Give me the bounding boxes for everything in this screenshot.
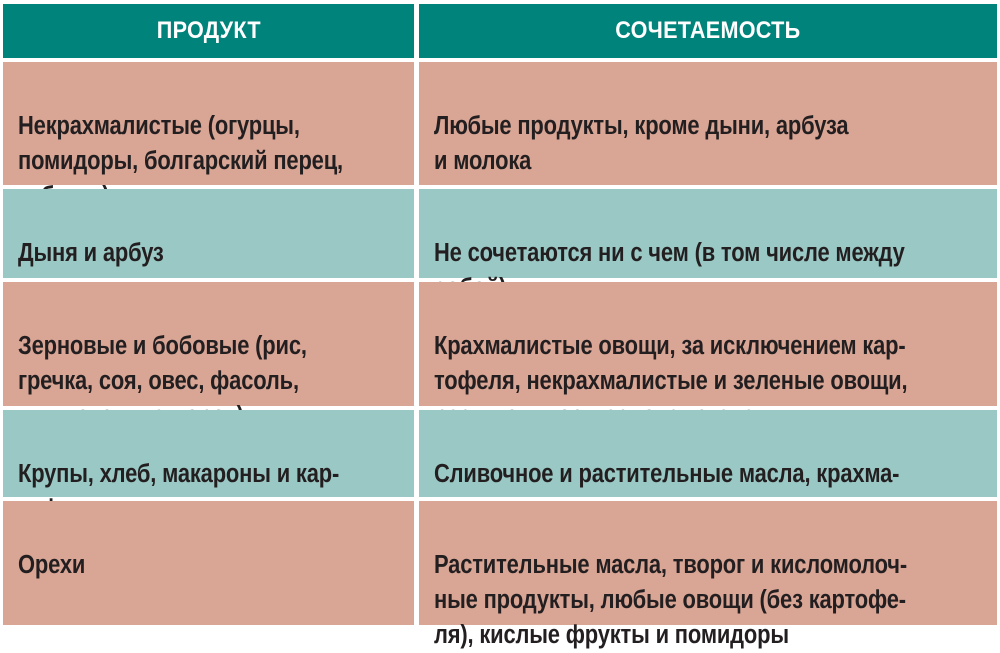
compatibility-text: Крахмалистые овощи, за исключением кар- тофеля, некрахмалистые и зеленые овощи, [434,332,908,395]
table-row-product-cell [3,410,414,497]
table-row-product-cell [3,282,414,406]
header-product [3,4,414,58]
header-compatibility [419,4,997,58]
product-text: Дыня и арбуз [18,239,164,267]
table-row-compatibility-cell [419,189,997,278]
compatibility-text: Сливочное и растительные масла, крахма- [434,460,900,488]
compatibility-text: Любые продукты, кроме дыни, арбуза и молока [434,112,849,175]
product-text: Зерновые и бобовые (рис, гречка, соя, овес, фасоль, [18,332,307,395]
product-text: Крупы, хлеб, макароны и кар- [18,460,340,488]
table-row-compatibility-cell [419,410,997,497]
table-row-compatibility-cell [419,62,997,185]
table-row-compatibility-cell [419,282,997,406]
compatibility-text: Растительные масла, творог и кисломолоч- ные продукты, любые овощи (без картофе- ля), кислые фрукты и помидоры [434,551,907,649]
product-text: Орехи [18,551,86,579]
header-compatibility-label: СОЧЕТАЕМОСТЬ [615,17,801,44]
table-row-product-cell [3,501,414,625]
header-product-label: ПРОДУКТ [156,17,261,44]
table-row-product-cell [3,189,414,278]
table-row-product-cell [3,62,414,185]
compatibility-text: Не сочетаются ни с чем (в том числе между [434,239,905,267]
product-text: Некрахмалистые (огурцы, помидоры, болгарский перец, [18,112,343,175]
table-row-compatibility-cell [419,501,997,649]
